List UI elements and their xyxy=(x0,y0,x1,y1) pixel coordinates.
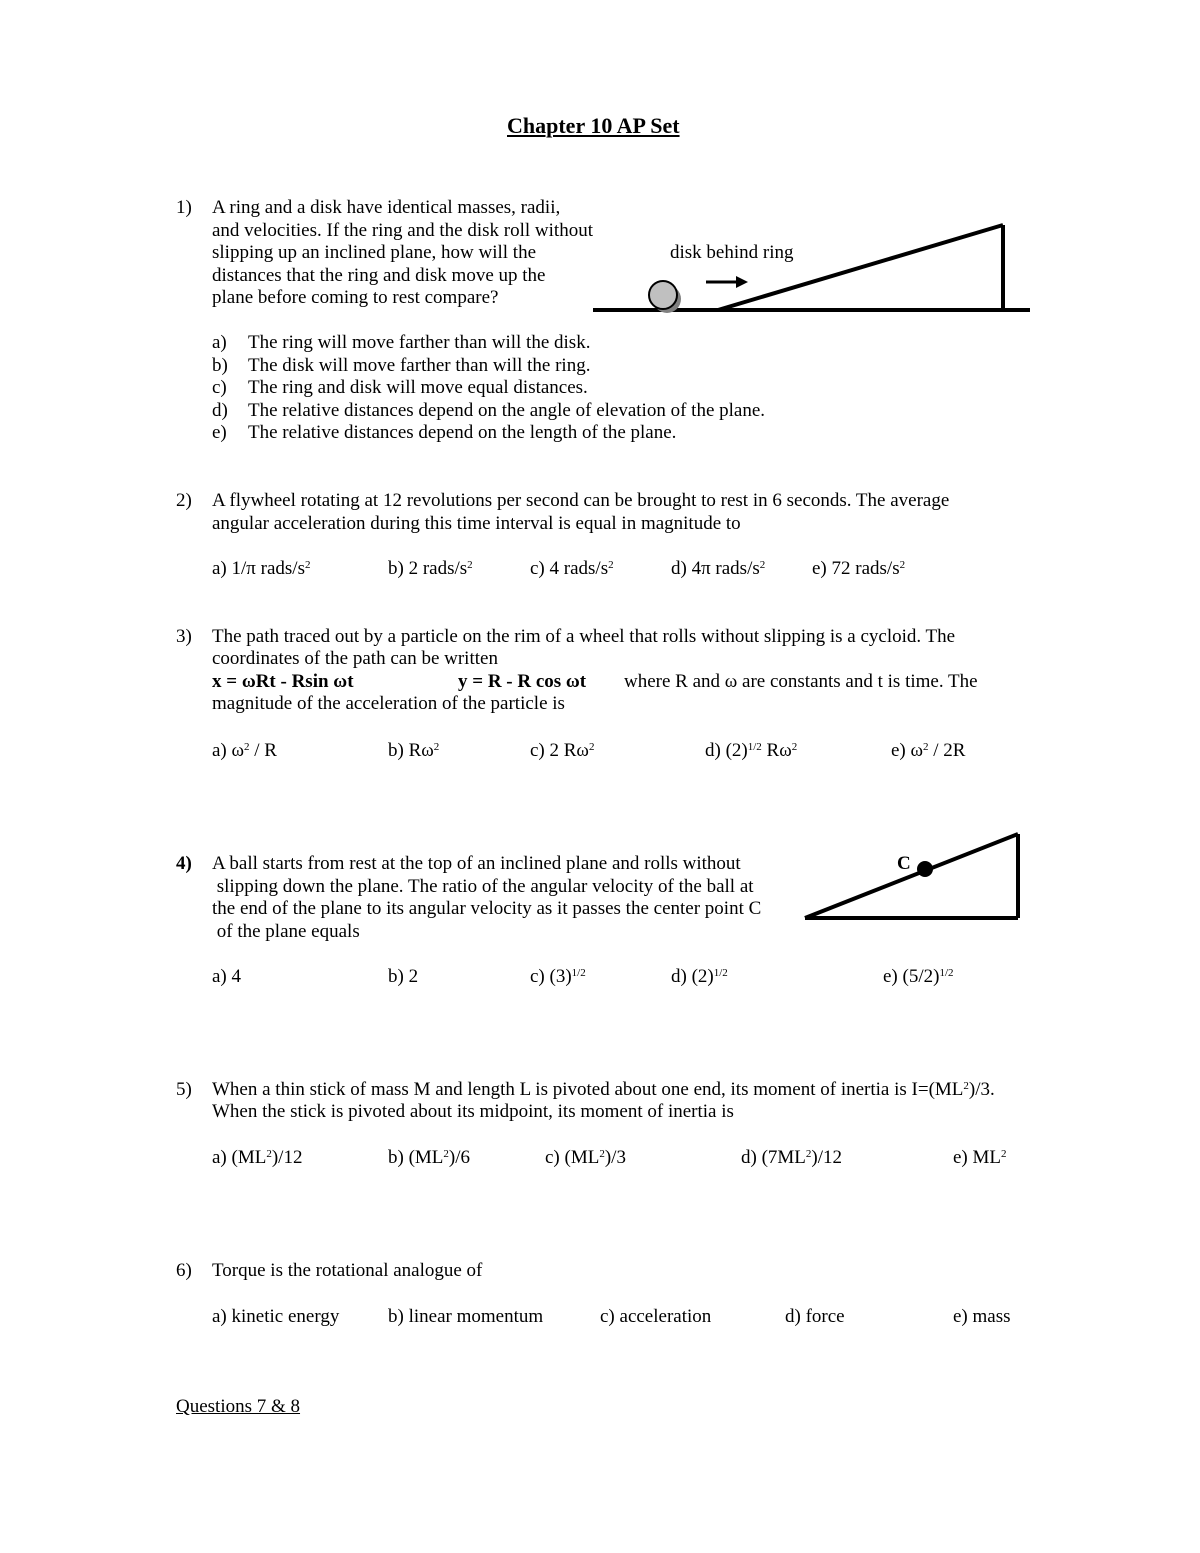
q2-choice-c: c) 4 rads/$s^2$ xyxy=(530,558,614,579)
q6-choice-d: d) force xyxy=(785,1306,845,1327)
q2-choice-e: e) 72 rads/$s^2$ xyxy=(812,558,906,579)
q5-choice-b: b) $(ML^2)/6$ xyxy=(388,1147,471,1168)
q6-choice-b: b) linear momentum xyxy=(388,1306,544,1327)
q2-choice-d: d) 4π rads/$s^2$ xyxy=(671,558,766,579)
q6-choice-a: a) kinetic energy xyxy=(212,1306,340,1327)
center-point-c xyxy=(917,861,933,877)
q3-choice-a: a) $\omega^2$ / R xyxy=(212,740,277,761)
q1-choice-e: e) The relative distances depend on the length of the plane. xyxy=(212,422,677,443)
q5-number: 5) xyxy=(176,1079,192,1100)
q3-choice-b: b) $R\omega^2$ xyxy=(388,740,440,761)
q1-line: distances that the ring and disk move up the xyxy=(212,264,546,286)
q5-line-1: When a thin stick of mass M and length L is pivoted about one end, its moment of inertia is $I=(ML^2)/3$. xyxy=(212,1079,995,1100)
q1-choice-a: a) The ring will move farther than will the disk. xyxy=(212,332,591,353)
q5-line-2: When the stick is pivoted about its midpoint, its moment of inertia is xyxy=(212,1101,734,1122)
q3-choice-c: c) 2 $R\omega^2$ xyxy=(530,740,595,761)
q3-choice-e: e) $\omega^2 / 2R$ xyxy=(891,740,966,761)
q4-choice-b: b) 2 xyxy=(388,966,419,987)
q1-choice-b: b) The disk will move farther than will the ring. xyxy=(212,354,591,376)
q3-equation-y: y = R - R cos ωt xyxy=(458,671,587,692)
q4-line: the end of the plane to its angular velocity as it passes the center point C xyxy=(212,898,762,919)
q2-choice-a: a) 1/π rads/$s^2$ xyxy=(212,558,311,579)
q2-line: angular acceleration during this time interval is equal in magnitude to xyxy=(212,512,741,534)
q3-choice-d: d) $(2)^{1/2}$ $R\omega^2$ xyxy=(705,740,798,761)
q1-choice-d: d) The relative distances depend on the angle of elevation of the plane. xyxy=(212,399,766,421)
q4-line: of the plane equals xyxy=(212,920,360,942)
q1-number: 1) xyxy=(176,197,192,218)
q1-line: plane before coming to rest compare? xyxy=(212,287,499,308)
q4-choice-c: c) $(3)^{1/2}$ xyxy=(530,966,586,987)
q6-choice-c: c) acceleration xyxy=(600,1306,712,1327)
q2-line: A flywheel rotating at 12 revolutions per second can be brought to rest in 6 seconds. The average xyxy=(212,490,950,511)
q3-equation-x: x = ωRt - Rsin ωt xyxy=(212,671,354,692)
q3-line-1: The path traced out by a particle on the rim of a wheel that rolls without slipping is a cycloid. The xyxy=(212,626,956,647)
q2-choice-b: b) 2 rads/$s^2$ xyxy=(388,558,473,579)
q3-number: 3) xyxy=(176,626,192,647)
q4-choice-a: a) 4 xyxy=(212,966,242,987)
q1-choice-c: c) The ring and disk will move equal distances. xyxy=(212,377,588,398)
q6-choice-e: e) mass xyxy=(953,1306,1011,1327)
incline-hypotenuse xyxy=(805,834,1018,918)
page-title: Chapter 10 AP Set xyxy=(507,113,680,138)
questions-7-8-heading: Questions 7 & 8 xyxy=(176,1396,301,1417)
q1-line: A ring and a disk have identical masses, radii, xyxy=(212,197,561,218)
q3-line-4: magnitude of the acceleration of the particle is xyxy=(212,693,565,714)
q2-number: 2) xyxy=(176,490,192,511)
q6-number: 6) xyxy=(176,1260,192,1281)
q3-line-2: coordinates of the path can be written xyxy=(212,648,498,669)
q4-choice-d: d) $(2)^{1/2}$ xyxy=(671,966,728,987)
q3-where-text: where R and ω are constants and t is time. The xyxy=(624,671,978,692)
q6-stem: Torque is the rotational analogue of xyxy=(212,1260,483,1281)
q5-choice-d: d) $(7ML^2)/12$ xyxy=(741,1147,843,1168)
q4-diagram-label: C xyxy=(897,853,911,874)
q1-line: and velocities. If the ring and the disk roll without xyxy=(212,219,593,241)
q4-choice-e: e) $(5/2)^{1/2}$ xyxy=(883,966,954,987)
q5-choice-a: a) $(ML^2)/12$ xyxy=(212,1147,303,1168)
q4-number: 4) xyxy=(176,853,192,874)
q1-diagram-label: disk behind ring xyxy=(670,242,794,263)
q4-line: A ball starts from rest at the top of an inclined plane and rolls without xyxy=(212,853,741,874)
q5-choice-c: c) $(ML^2)/3$ xyxy=(545,1147,626,1168)
q5-choice-e: e) $ML^2$ xyxy=(953,1147,1007,1168)
q4-line: slipping down the plane. The ratio of the angular velocity of the ball at xyxy=(212,875,754,897)
q1-line: slipping up an inclined plane, how will the xyxy=(212,242,537,263)
